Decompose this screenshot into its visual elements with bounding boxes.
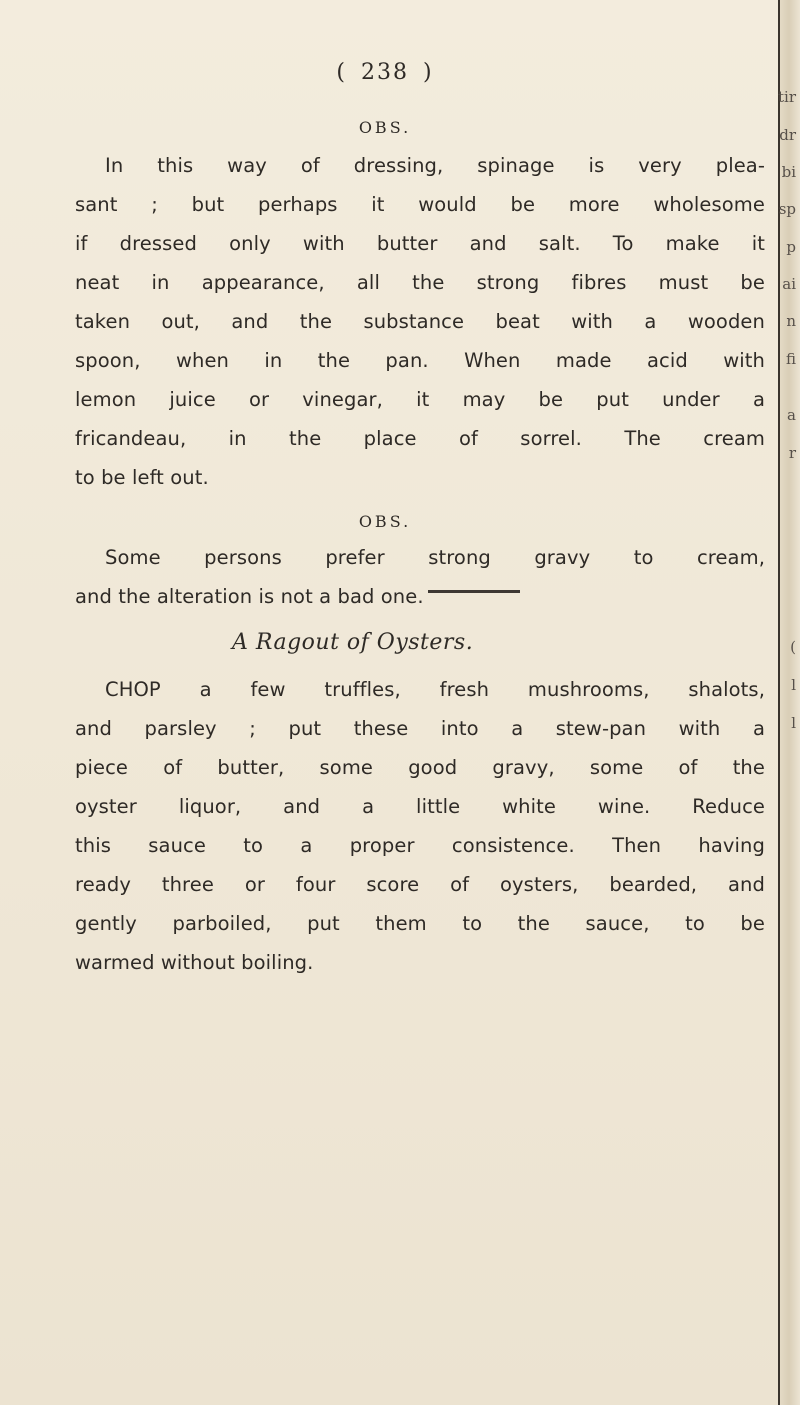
bleed-glyph: r: [788, 444, 796, 462]
paragraph-line: and the alteration is not a bad one.: [75, 585, 424, 608]
section-heading-obs-1: OBS.: [358, 118, 412, 137]
paragraph-line: ready three or four score of oysters, bearded, and: [75, 873, 765, 896]
bleed-glyph: ai: [782, 275, 796, 293]
paragraph-line: spoon, when in the pan. When made acid with: [75, 349, 765, 372]
paragraph-line: fricandeau, in the place of sorrel. The cream: [75, 427, 765, 450]
section-heading-obs-2: OBS.: [358, 512, 412, 531]
folio-open-paren: (: [336, 60, 347, 85]
paragraph-line: CHOP a few truffles, fresh mushrooms, shalots,: [105, 678, 765, 701]
paragraph-line: if dressed only with butter and salt. To make it: [75, 232, 765, 255]
paragraph-line: and parsley ; put these into a stew-pan with a: [75, 717, 765, 740]
paragraph-line: In this way of dressing, spinage is very plea-: [105, 154, 765, 177]
bleed-glyph: sp: [778, 200, 796, 218]
paragraph-line: lemon juice or vinegar, it may be put under a: [75, 388, 765, 411]
bleed-glyph: tir: [778, 88, 796, 106]
bleed-glyph: n: [786, 312, 796, 330]
bleed-glyph: l: [791, 676, 796, 694]
paragraph-line: warmed without boiling.: [75, 951, 314, 974]
folio-number: 238: [361, 60, 409, 85]
paragraph-recipe: [75, 670, 765, 982]
paragraph-line: taken out, and the substance beat with a wooden: [75, 310, 765, 333]
section-divider-rule: [428, 590, 520, 593]
paragraph-line: to be left out.: [75, 466, 209, 489]
paragraph-line: this sauce to a proper consistence. Then having: [75, 834, 765, 857]
paragraph-obs-2: [75, 538, 765, 616]
adjacent-page-edge: [778, 0, 800, 1405]
folio-close-paren: ): [423, 60, 434, 85]
recipe-title: A Ragout of Oysters.: [232, 630, 474, 655]
paragraph-line: neat in appearance, all the strong fibres must be: [75, 271, 765, 294]
bleed-glyph: a: [787, 406, 796, 424]
paragraph-line: oyster liquor, and a little white wine. Reduce: [75, 795, 765, 818]
bleed-glyph: bi: [781, 163, 796, 181]
paragraph-line: sant ; but perhaps it would be more wholesome: [75, 193, 765, 216]
paragraph-line: piece of butter, some good gravy, some of the: [75, 756, 765, 779]
bleed-glyph: l: [791, 714, 796, 732]
paragraph-line: gently parboiled, put them to the sauce, to be: [75, 912, 765, 935]
page-number: [0, 60, 770, 85]
bleed-glyph: fi: [785, 350, 796, 368]
bleed-glyph: p: [786, 238, 796, 256]
paragraph-line: Some persons prefer strong gravy to cream,: [105, 546, 765, 569]
bleed-glyph: (: [790, 638, 796, 656]
bleed-glyph: dr: [779, 126, 796, 144]
paragraph-obs-1: [75, 146, 765, 497]
